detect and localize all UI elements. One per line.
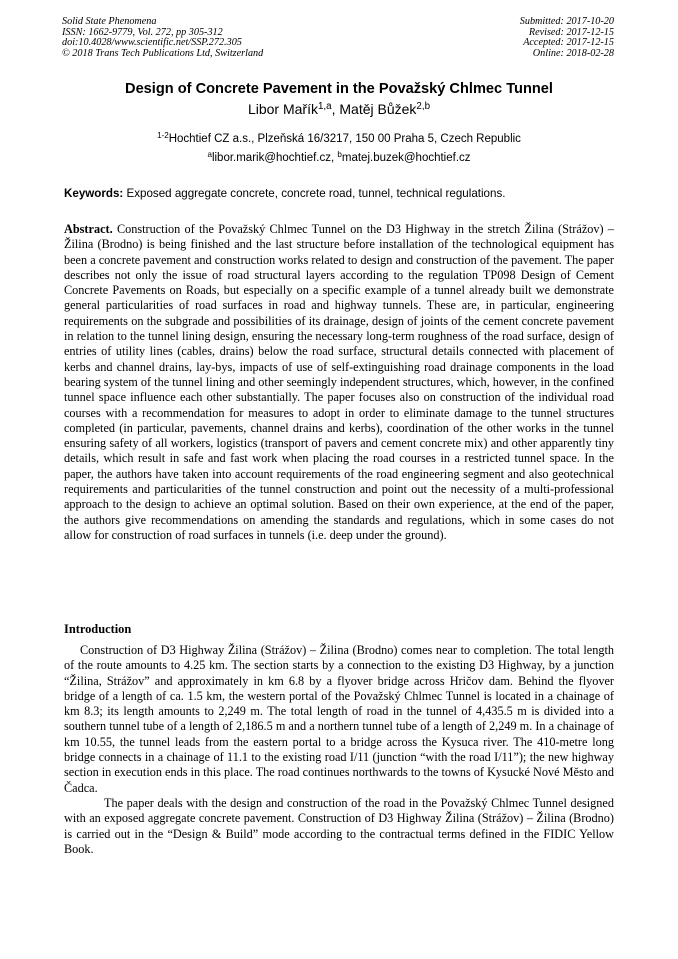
body-paragraph: Construction of D3 Highway Žilina (Strážov) – Žilina (Brodno) comes near to completion. The total length of the route amounts to 4.25 km. The section starts by a connection to the existing D3 Highway, by a junction “Žilina, Strážov” and approximately in km 6.8 by a flyover bridge across Hričov dam. Behind the flyover bridge of a length of ca. 1.5 km, the western portal of the Považský Chlmec Tunnel is located in a chainage of km 8.3; its length amounts to 2,249 m. The total length of road in the tunnel of 4,435.5 m is divided into a southern tunnel tube of a length of 2,186.5 m and a northern tunnel tube of a length of 2,249 m. In a chainage of km 10.55, the tunnel leads from the eastern portal to a bridge across the Kysuca river. The 410-metre long bridge connects in a chainage of 11.1 to the existing road I/11 (junction “with the road I/11”); the new highway section in execution ends in this place. The road continues northwards to the towns of Kysucké Nové Město and Čadca. xyxy=(64,643,614,795)
copyright: © 2018 Trans Tech Publications Ltd, Switzerland xyxy=(62,47,264,59)
author-emails xyxy=(0,150,678,166)
affiliation-mark: 1-2 xyxy=(157,130,169,140)
email-link[interactable]: matej.buzek@hochtief.cz xyxy=(341,152,471,164)
introduction-body xyxy=(64,643,614,857)
abstract xyxy=(64,222,614,543)
abstract-paragraph xyxy=(64,222,614,543)
online-date: Online: 2018-02-28 xyxy=(532,47,614,59)
author-separator: , xyxy=(331,101,340,117)
revised-date: Revised: 2017-12-15 xyxy=(528,26,614,38)
journal-info xyxy=(62,17,263,59)
author-line xyxy=(0,99,678,119)
abstract-text: Construction of the Považský Chlmec Tunnel on the D3 Highway in the stretch Žilina (Strážov) – Žilina (Brodno) is being finished and the last structure before installation of the technological equipment has been a concrete pavement and construction works related to design and construction of the pavement. The paper describes not only the issue of road structural layers according to the regulation TP098 Design of Cement Concrete Pavements on Roads, but especially on a specific example of a tunnel already built we demonstrate general particularities of road surfaces in road and highway tunnels. These are, in particular, engineering requirements on the subgrade and possibilities of its drainage, design of joints of the cement concrete pavement in relation to the tunnel lining design, ensuring the necessary long-term roughness of the road surface, design of entries of utility lines (cables, drains) below the road surface, structural details connected with placement of kerbs and channel drains, lay-bys, impacts of use of self-extinguishing road drainage components in the load bearing system of the tunnel lining and other seemingly independent structures, which, however, in the confined tunnel space influence each other substantially. The paper focuses also on construction of the individual road courses with a recommendation for measures to adopt in order to eliminate damage to the tunnel structures completed (in particular, pavements, channel drains and kerbs), coordination of the other works in the tunnel ensuring safety of all workers, logistics (transport of pavers and cement concrete mix) and other apparently tiny details, which result in safe and fast work when placing the road courses in a restricted tunnel space. In the paper, the authors have taken into account requirements of the road engineering segment and also geotechnical requirements and particularities of the tunnel construction and point out the necessity of a multi-professional approach to the design to achieve an optimal solution. Based on their own experience, at the end of the paper, the authors give recommendations on amending the standards and regulations, which in some cases do not allow for construction of road surfaces in tunnels (i.e. deep under the ground). xyxy=(64,222,614,542)
email-link[interactable]: libor.marik@hochtief.cz xyxy=(211,152,331,164)
keywords-label: Keywords: xyxy=(64,187,124,200)
section-heading-introduction: Introduction xyxy=(64,622,132,636)
accepted-date: Accepted: 2017-12-15 xyxy=(523,37,614,49)
paper-title: Design of Concrete Pavement in the Považský Chlmec Tunnel xyxy=(125,81,553,97)
email-mark: b xyxy=(337,149,342,159)
keywords-text: Exposed aggregate concrete, concrete road, tunnel, technical regulations. xyxy=(123,187,506,200)
body-paragraph: The paper deals with the design and construction of the road in the Považský Chlmec Tunnel designed with an exposed aggregate concrete pavement. Construction of D3 Highway Žilina (Strážov) – Žilina (Brodno) is carried out in the “Design & Build” mode according to the contractual terms defined in the FIDIC Yellow Book. xyxy=(64,795,614,856)
affiliation-text: Hochtief CZ a.s., Plzeňská 16/3217, 150 00 Praha 5, Czech Republic xyxy=(168,133,521,145)
doi: doi:10.4028/www.scientific.net/SSP.272.305 xyxy=(62,37,242,49)
author-affiliation-mark: 2,b xyxy=(416,101,431,113)
keywords xyxy=(64,186,616,202)
email-separator: , xyxy=(331,152,338,164)
affiliation xyxy=(0,131,678,147)
issn: ISSN: 1662-9779, Vol. 272, pp 305-312 xyxy=(62,26,223,38)
journal-name: Solid State Phenomena xyxy=(62,16,157,27)
submitted-date: Submitted: 2017-10-20 xyxy=(519,16,614,27)
publication-dates xyxy=(520,17,614,59)
author-name: Libor Mařík xyxy=(247,101,318,117)
author-affiliation-mark: 1,a xyxy=(317,101,332,113)
abstract-label: Abstract. xyxy=(64,222,113,236)
email-mark: a xyxy=(207,149,212,159)
author-name: Matěj Bůžek xyxy=(339,101,417,117)
